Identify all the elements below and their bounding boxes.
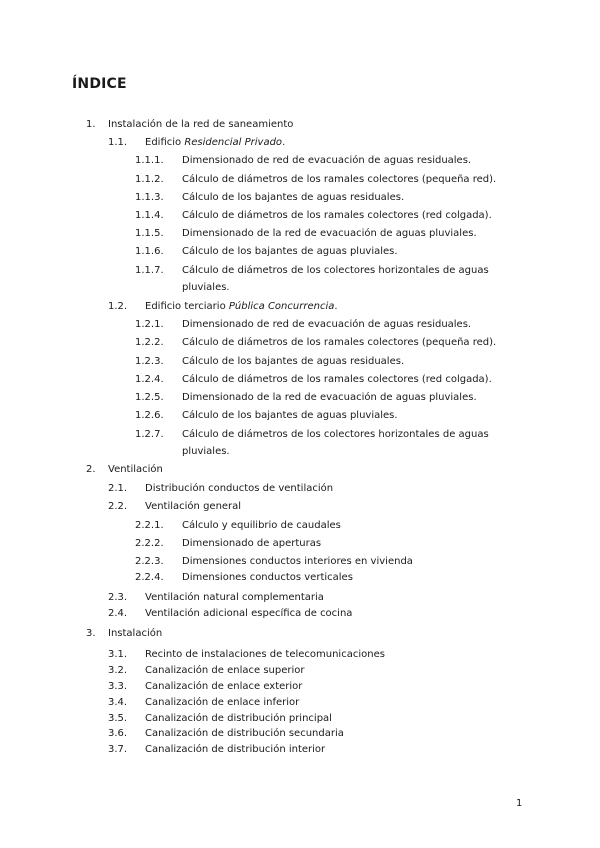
toc-number: 1.2.4.	[135, 374, 164, 385]
toc-text: Dimensionado de la red de evacuación de aguas pluviales.	[182, 228, 477, 239]
toc-text: Instalación	[108, 628, 163, 639]
toc-text: Ventilación general	[145, 501, 242, 512]
toc-text: Dimensiones conductos interiores en vivienda	[182, 556, 413, 567]
toc-text: Recinto de instalaciones de telecomunicaciones	[145, 649, 385, 660]
toc-number: 1.1.	[108, 137, 128, 148]
toc-text: Cálculo de diámetros de los ramales colectores (pequeña red).	[182, 337, 497, 348]
toc-text: Dimensionado de la red de evacuación de aguas pluviales.	[182, 392, 477, 403]
toc-number: 3.5.	[108, 713, 128, 724]
toc-text: Cálculo de los bajantes de aguas residuales.	[182, 192, 405, 203]
toc-text: Dimensiones conductos verticales	[182, 572, 353, 583]
toc-number: 1.1.5.	[135, 228, 164, 239]
toc-text: Cálculo de diámetros de los ramales colectores (red colgada).	[182, 374, 492, 385]
toc-number: 2.2.4.	[135, 572, 164, 583]
toc-number: 3.2.	[108, 665, 128, 676]
toc-number: 2.3.	[108, 592, 128, 603]
page-title: ÍNDICE	[72, 76, 127, 92]
toc-number: 3.3.	[108, 681, 128, 692]
toc-number: 3.6.	[108, 728, 128, 739]
toc-number: 1.1.7.	[135, 265, 164, 276]
toc-text: Dimensionado de aperturas	[182, 538, 322, 549]
toc-number: 1.2.2.	[135, 337, 164, 348]
toc-number: 2.2.2.	[135, 538, 164, 549]
toc-text: Canalización de distribución interior	[145, 744, 326, 755]
toc-text-emphasis: Pública Concurrencia	[228, 301, 335, 312]
toc-number: 1.1.1.	[135, 155, 164, 166]
toc-text: Ventilación adicional específica de cocina	[145, 608, 353, 619]
toc-number: 1.2.6.	[135, 410, 164, 421]
toc-number: 3.1.	[108, 649, 128, 660]
toc-text: Cálculo de los bajantes de aguas pluviales.	[182, 410, 398, 421]
toc-text: Dimensionado de red de evacuación de aguas residuales.	[182, 155, 472, 166]
toc-number: 1.2.	[108, 301, 128, 312]
toc-text: Distribución conductos de ventilación	[145, 483, 334, 494]
toc-number: 2.1.	[108, 483, 128, 494]
toc-text: Canalización de distribución principal	[145, 713, 332, 724]
toc-number: 2.2.1.	[135, 520, 164, 531]
toc-number: 2.2.	[108, 501, 128, 512]
toc-text-emphasis: Residencial Privado	[184, 137, 283, 148]
toc-text: Edificio terciario Pública Concurrencia.	[145, 301, 338, 312]
toc-text: Canalización de distribución secundaria	[145, 728, 344, 739]
toc-text: Ventilación	[108, 464, 163, 475]
toc-number: 1.1.4.	[135, 210, 164, 221]
toc-number: 1.2.3.	[135, 356, 164, 367]
toc-text: Cálculo de diámetros de los colectores horizontales de aguas	[182, 429, 489, 440]
toc-text: Canalización de enlace inferior	[145, 697, 300, 708]
toc-text: Cálculo de diámetros de los ramales colectores (pequeña red).	[182, 174, 497, 185]
toc-text: Cálculo de diámetros de los ramales colectores (red colgada).	[182, 210, 492, 221]
toc-number: 3.4.	[108, 697, 128, 708]
toc-text-continuation: pluviales.	[182, 446, 230, 457]
toc-text: Instalación de la red de saneamiento	[108, 119, 294, 130]
toc-number: 1.2.5.	[135, 392, 164, 403]
toc-number: 1.	[86, 119, 96, 130]
toc-number: 1.1.3.	[135, 192, 164, 203]
toc-text: Canalización de enlace superior	[145, 665, 305, 676]
toc-text: Cálculo de los bajantes de aguas residuales.	[182, 356, 405, 367]
toc-text: Cálculo de diámetros de los colectores horizontales de aguas	[182, 265, 489, 276]
toc-text: Cálculo de los bajantes de aguas pluviales.	[182, 246, 398, 257]
toc-number: 3.	[86, 628, 96, 639]
toc-number: 1.1.2.	[135, 174, 164, 185]
toc-number: 1.1.6.	[135, 246, 164, 257]
toc-text-continuation: pluviales.	[182, 282, 230, 293]
toc-number: 2.	[86, 464, 96, 475]
toc-number: 1.2.1.	[135, 319, 164, 330]
toc-text: Cálculo y equilibrio de caudales	[182, 520, 341, 531]
toc-number: 3.7.	[108, 744, 128, 755]
toc-number: 1.2.7.	[135, 429, 164, 440]
toc-number: 2.2.3.	[135, 556, 164, 567]
toc-text: Dimensionado de red de evacuación de aguas residuales.	[182, 319, 472, 330]
toc-number: 2.4.	[108, 608, 128, 619]
toc-text: Ventilación natural complementaria	[145, 592, 324, 603]
toc-text: Edificio Residencial Privado.	[145, 137, 286, 148]
toc-text: Canalización de enlace exterior	[145, 681, 303, 692]
page-number: 1	[516, 798, 523, 809]
